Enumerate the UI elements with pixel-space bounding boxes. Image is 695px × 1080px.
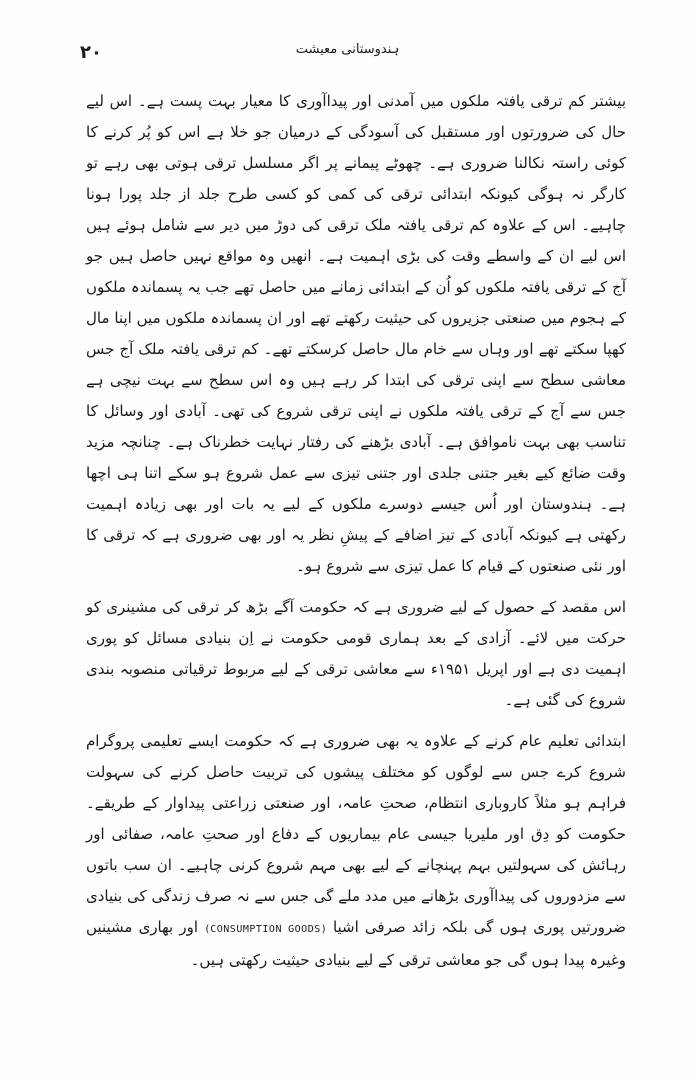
term-goods: GOODS) — [288, 924, 327, 935]
paragraph-2: اس مقصد کے حصول کے لیے ضروری ہے کہ حکومت آگے بڑھ کر ترقی کی مشینری کو حرکت میں لائے۔ آزادی کے بعد ہماری قومی حکومت نے اِن بنیادی مسائل کو پوری اہمیت دی ہے اور اپریل ۱۹۵۱ء سے معاشی ترقی کے لیے مربوط ترقیاتی منصوبہ بندی شروع کی گئی ہے۔ — [86, 598, 627, 709]
paragraph-3-text-after: اور بھاری مشینیں وغیرہ پیدا ہوں گی جو معاشی ترقی کے لیے بنیادی حیثیت رکھتی ہیں۔ — [86, 918, 626, 969]
term-consumption: (CONSUMPTION — [204, 924, 282, 935]
page-number: ۲۰ — [80, 42, 102, 63]
paragraph-3-text-before: ابتدائی تعلیم عام کرنے کے علاوہ یہ بھی ضروری ہے کہ حکومت ایسے تعلیمی پروگرام شروع کرے جس سے لوگوں کو مختلف پیشوں کی تربیت حاصل کرنے کی سہولت فراہم ہو مثلاً کاروباری انتظام، صحتِ عامہ، اور صنعتی زراعتی پیداوار کے طریقے۔ حکومت کو دِق اور ملیریا جیسی عام بیماریوں کے دفاع اور صحتِ عامہ، صفائی اور رہائش کی سہولتیں بہم پہنچانے کے لیے بھی مہم شروع کرنی چاہیے۔ ان سب باتوں سے مزدوروں کی پیداآوری بڑھانے میں مدد ملے گی جس سے نہ صرف زندگی کی بنیادی ضرورتیں پوری ہوں گی بلکہ زائد صرفی اشیا — [86, 732, 626, 936]
running-title: ہندوستانی معیشت — [295, 42, 400, 57]
paragraph-3 — [86, 726, 626, 976]
page-body — [86, 86, 626, 976]
paragraph-1: بیشتر کم ترقی یافتہ ملکوں میں آمدنی اور پیداآوری کا معیار بہت پست ہے۔ اس لیے حال کی ضرورتوں اور مستقبل کی آسودگی کے درمیان جو خلا ہے اس کو پُر کرنے کا کوئی راستہ نکالنا ضروری ہے۔ چھوٹے پیمانے پر اگر مسلسل ترقی ہوتی بھی رہے تو کارگر نہ ہوگی کیونکہ ابتدائی ترقی کی کمی کو کسی طرح جلد از جلد پورا ہونا چاہیے۔ اس کے علاوہ کم ترقی یافتہ ملک ترقی کی دوڑ میں دیر سے شامل ہوئے ہیں اس لیے ان کے واسطے وقت کی بڑی اہمیت ہے۔ انھیں وہ مواقع نہیں حاصل ہیں جو آج کے ترقی یافتہ ملکوں کو اُن کے ابتدائی زمانے میں حاصل تھے جب یہ پسماندہ ملکوں کے ہجوم میں صنعتی جزیروں کی حیثیت رکھتے تھے اور ان پسماندہ ملکوں میں اپنا مال کھپا سکتے تھے اور وہاں سے خام مال حاصل کرسکتے تھے۔ کم ترقی یافتہ ملک آج جس معاشی سطح سے اپنی ترقی کی ابتدا کر رہے ہیں وہ اس سطح سے بہت نیچی ہے جس سے آج کے ترقی یافتہ ملکوں نے اپنی ترقی شروع کی تھی۔ آبادی اور وسائل کا تناسب بھی بہت ناموافق ہے۔ آبادی بڑھنے کی رفتار نہایت خطرناک ہے۔ چنانچہ مزید وقت ضائع کیے بغیر جتنی جلدی اور جتنی تیزی سے عمل شروع ہو سکے اتنا ہی اچھا ہے۔ ہندوستان اور اُس جیسے دوسرے ملکوں کے لیے یہ بات اور بھی زیادہ اہمیت رکھتی ہے کیونکہ آبادی کے تیز اضافے کے پیشِ نظر یہ اور بھی ضروری ہے کہ ترقی کا اور نئی صنعتوں کے قیام کا عمل تیزی سے شروع ہو۔ — [86, 92, 626, 575]
page-header — [80, 42, 615, 70]
